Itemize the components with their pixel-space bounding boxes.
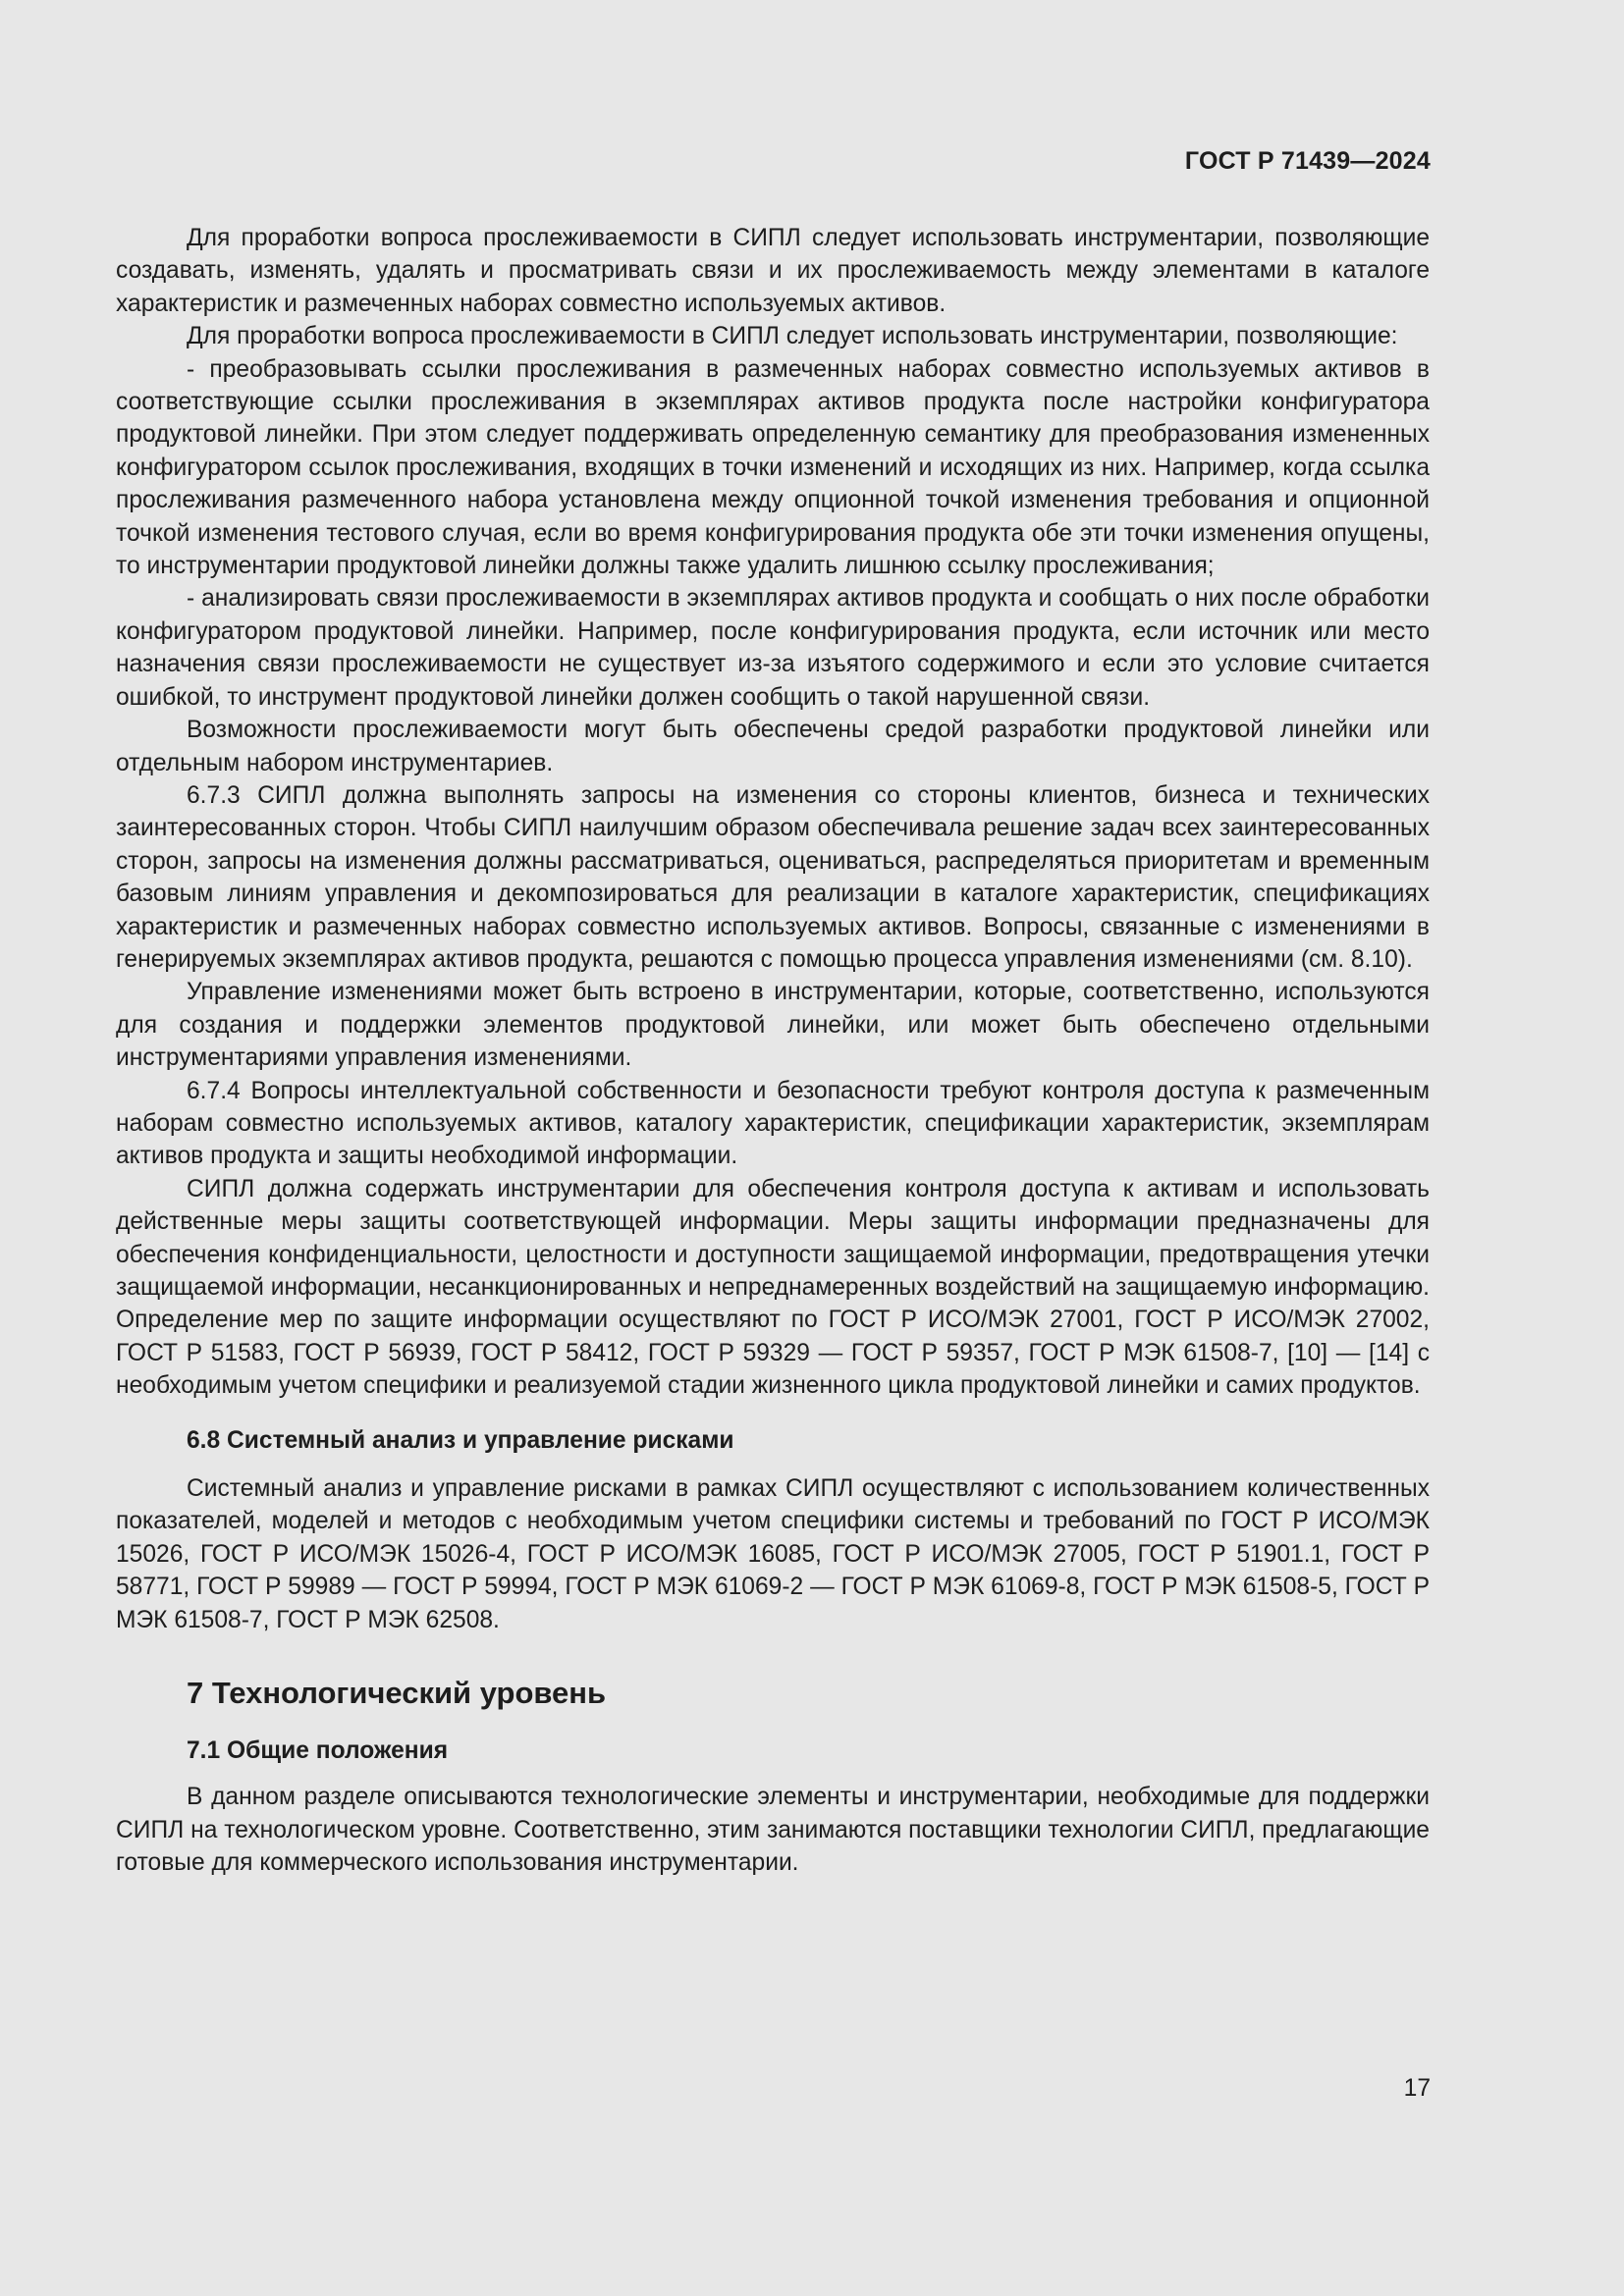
paragraph: Для проработки вопроса прослеживаемости в СИПЛ следует использовать инструментарии, позволяющие создавать, изменять, удалять и просматривать связи и их прослеживаемость между элементами в каталоге характеристик и размеченных наборах совместно используемых активов. bbox=[116, 225, 1430, 317]
paragraph: 6.7.3 СИПЛ должна выполнять запросы на изменения со стороны клиентов, бизнеса и технических заинтересованных сторон. Чтобы СИПЛ наилучшим образом обеспечивала решение задач всех заинтересованных сторон, запросы на изменения должны рассматриваться, оцениваться, распределяться приоритетам и временным базовым линиям управления и декомпозироваться для реализации в каталоге характеристик, спецификациях характеристик и размеченных наборах совместно используемых активов. Вопросы, связанные с изменениями в генерируемых экземплярах активов продукта, решаются с помощью процесса управления изменениями (см. 8.10). bbox=[116, 781, 1430, 973]
paragraph: Возможности прослеживаемости могут быть обеспечены средой разработки продуктовой линейки или отдельным набором инструментариев. bbox=[116, 717, 1430, 776]
paragraph: 6.7.4 Вопросы интеллектуальной собственности и безопасности требуют контроля доступа к размеченным наборам совместно используемых активов, каталогу характеристик, спецификации характеристик, экземплярам активов продукта и защиты необходимой информации. bbox=[116, 1077, 1430, 1170]
paragraph: Для проработки вопроса прослеживаемости в СИПЛ следует использовать инструментарии, позволяющие: bbox=[187, 323, 1398, 350]
paragraph: СИПЛ должна содержать инструментарии для обеспечения контроля доступа к активам и использовать действенные меры защиты соответствующей информации. Меры защиты информации предназначены для обеспечения конфиденциальности, целостности и доступности защищаемой информации, предотвращения утечки защищаемой информации, несанкционированных и непреднамеренных воздействий на защищаемую информацию. Определение мер по защите информации осуществляют по ГОСТ Р ИСО/МЭК 27001, ГОСТ Р ИСО/МЭК 27002, ГОСТ Р 51583, ГОСТ Р 56939, ГОСТ Р 58412, ГОСТ Р 59329 — ГОСТ Р 59357, ГОСТ Р МЭК 61508-7, [10] — [14] с необходимым учетом специфики и реализуемой стадии жизненного цикла продуктовой линейки и самих продуктов. bbox=[116, 1175, 1430, 1400]
list-item: - преобразовывать ссылки прослеживания в размеченных наборах совместно используемых активов в соответствующие ссылки прослеживания в экземплярах активов продукта после настройки конфигуратора продуктовой линейки. При этом следует поддерживать определенную семантику для преобразования измененных конфигуратором ссылок прослеживания, входящих в точки изменений и исходящих из них. Например, когда ссылка прослеживания размеченного набора установлена между опционной точкой изменения требования и опционной точкой изменения тестового случая, если во время конфигурирования продукта обе эти точки изменения опущены, то инструментарии продуктовой линейки должны также удалить лишнюю ссылку прослеживания; bbox=[116, 355, 1430, 580]
section-heading-7-1: 7.1 Общие положения bbox=[187, 1737, 449, 1765]
paragraph: В данном разделе описываются технологические элементы и инструментарии, необходимые для поддержки СИПЛ на технологическом уровне. Соответственно, этим занимаются поставщики технологии СИПЛ, предлагающие готовые для коммерческого использования инструментарии. bbox=[116, 1784, 1430, 1877]
paragraph: Системный анализ и управление рисками в рамках СИПЛ осуществляют с использованием количественных показателей, моделей и методов с необходимым учетом специфики системы и требований по ГОСТ Р ИСО/МЭК 15026, ГОСТ Р ИСО/МЭК 15026-4, ГОСТ Р ИСО/МЭК 16085, ГОСТ Р ИСО/МЭК 27005, ГОСТ Р 51901.1, ГОСТ Р 58771, ГОСТ Р 59989 — ГОСТ Р 59994, ГОСТ Р МЭК 61069-2 — ГОСТ Р МЭК 61069-8, ГОСТ Р МЭК 61508-5, ГОСТ Р МЭК 61508-7, ГОСТ Р МЭК 62508. bbox=[116, 1475, 1430, 1633]
paragraph: Управление изменениями может быть встроено в инструментарии, которые, соответственно, используются для создания и поддержки элементов продуктовой линейки, или может быть обеспечено отдельными инструментариями управления изменениями. bbox=[116, 979, 1430, 1072]
document-id-header: ГОСТ Р 71439—2024 bbox=[1184, 147, 1431, 175]
list-item: - анализировать связи прослеживаемости в экземплярах активов продукта и сообщать о них после обработки конфигуратором продуктовой линейки. Например, после конфигурирования продукта, если источник или место назначения связи прослеживаемости не существует из-за изъятого содержимого и если это условие считается ошибкой, то инструмент продуктовой линейки должен сообщить о такой нарушенной связи. bbox=[116, 585, 1430, 711]
section-heading-6-8: 6.8 Системный анализ и управление рисками bbox=[187, 1426, 734, 1454]
chapter-heading-7: 7 Технологический уровень bbox=[187, 1676, 607, 1711]
page-number: 17 bbox=[1403, 2075, 1431, 2102]
document-body bbox=[116, 222, 1430, 1880]
